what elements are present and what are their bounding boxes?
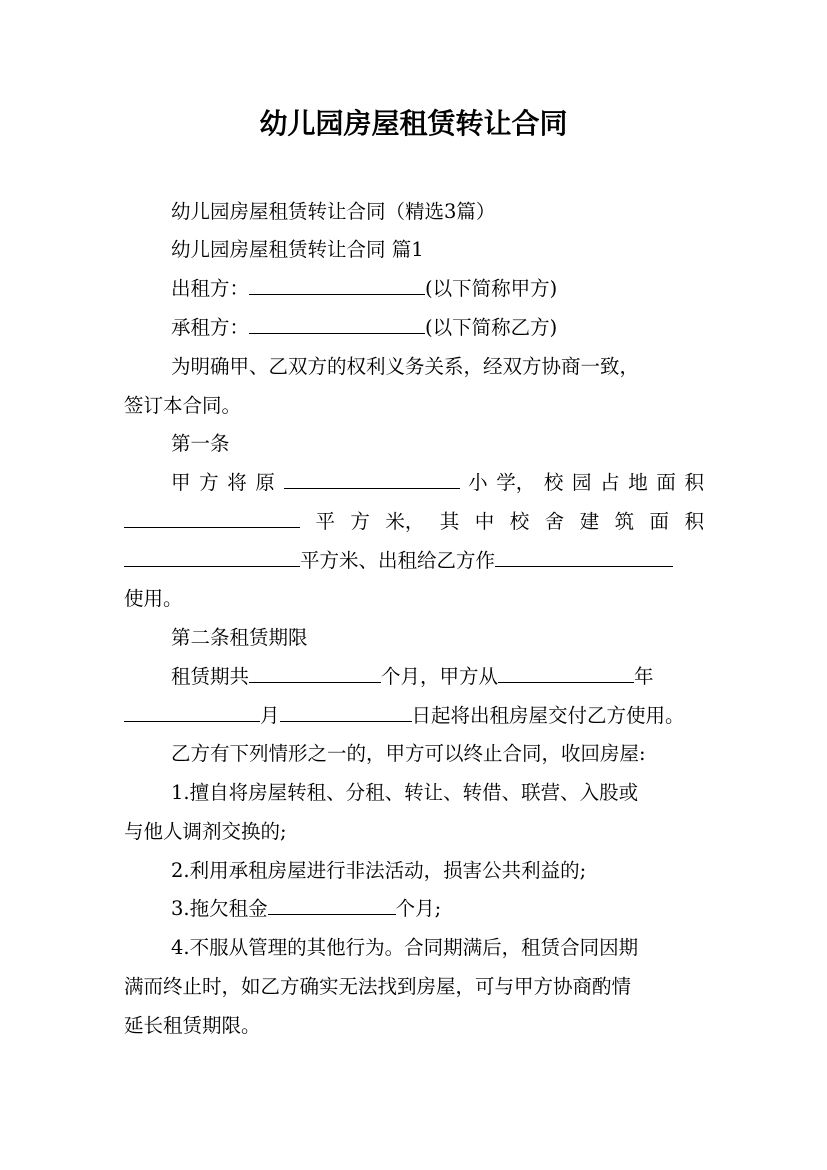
item-2: 2.利用承租房屋进行非法活动，损害公共利益的;	[171, 859, 587, 882]
article-2-line-2	[124, 697, 704, 735]
article-1-line-1	[171, 464, 704, 502]
lessor-blank	[249, 275, 425, 295]
land-area-blank	[124, 508, 300, 528]
article-1-word: 地	[628, 471, 648, 494]
school-name-blank	[284, 469, 460, 489]
article-1-word: 面	[649, 510, 670, 533]
article-2-text: 个月，甲方从	[381, 665, 499, 688]
article-1-word: 积	[684, 510, 704, 533]
start-day-blank	[280, 702, 412, 722]
article-1-word: 将	[227, 471, 247, 494]
lessor-line	[171, 270, 704, 308]
article-1-word: 小	[468, 471, 488, 494]
article-1-word: 甲	[171, 471, 191, 494]
arrears-months-blank	[268, 895, 396, 915]
article-1-word: 舍	[544, 510, 565, 533]
article-1-word: 校	[509, 510, 530, 533]
document-title: 幼儿园房屋租赁转让合同	[259, 107, 568, 140]
subtitle: 幼儿园房屋租赁转让合同（精选3篇）	[171, 200, 496, 223]
article-1-word: 其	[439, 510, 460, 533]
article-1-line-2	[124, 503, 704, 541]
article-1-line-3	[124, 542, 704, 580]
article-1-word: 积	[684, 471, 704, 494]
start-month-blank	[124, 702, 260, 722]
preamble-line-2: 签订本合同。	[124, 394, 242, 417]
article-2-line-1	[171, 658, 704, 696]
article-1-word: 占	[600, 471, 620, 494]
lessee-line	[171, 309, 704, 347]
lessee-blank	[249, 314, 425, 334]
article-1-line-4: 使用。	[124, 587, 183, 610]
lessor-label: 出租方：	[171, 277, 250, 300]
article-1-word: 方	[350, 510, 370, 533]
part-heading: 幼儿园房屋租赁转让合同 篇1	[171, 238, 424, 261]
lessee-note: (以下简称乙方)	[425, 316, 558, 339]
article-2-heading: 第二条租赁期限	[171, 626, 308, 649]
article-1-word: 原	[255, 471, 275, 494]
item-1-line-1: 1.擅自将房屋转租、分租、转让、转借、联营、入股或	[171, 781, 639, 804]
lessor-note: (以下简称甲方)	[425, 277, 558, 300]
start-year-blank	[498, 663, 634, 683]
article-1-word: 方	[199, 471, 219, 494]
article-2-text: 年	[634, 665, 654, 688]
item-4-line-3: 延长租赁期限。	[124, 1014, 261, 1037]
article-2-text: 月	[260, 704, 280, 727]
lessee-label: 承租方：	[171, 316, 250, 339]
building-area-blank	[124, 547, 300, 567]
item-3-text: 个月;	[395, 897, 442, 920]
article-1-word: 米，	[385, 510, 425, 533]
preamble-line-1: 为明确甲、乙双方的权利义务关系，经双方协商一致，	[171, 355, 640, 378]
article-1-word: 建	[579, 510, 600, 533]
item-3-text: 3.拖欠租金	[171, 897, 268, 920]
article-2-text: 日起将出租房屋交付乙方使用。	[411, 704, 685, 727]
item-4-line-1: 4.不服从管理的其他行为。合同期满后，租赁合同因期	[171, 936, 639, 959]
termination-intro: 乙方有下列情形之一的，甲方可以终止合同，收回房屋:	[171, 742, 646, 765]
lease-months-blank	[249, 663, 381, 683]
article-1-word: 面	[656, 471, 676, 494]
article-1-word: 园	[571, 471, 592, 494]
article-1-word: 学，	[496, 471, 536, 494]
article-1-text: 平方米、出租给乙方作	[300, 549, 496, 572]
item-4-line-2: 满而终止时，如乙方确实无法找到房屋，可与甲方协商酌情	[124, 975, 632, 998]
article-1-heading: 第一条	[171, 432, 230, 455]
article-1-word: 中	[474, 510, 495, 533]
item-3	[171, 890, 704, 928]
article-1-word: 筑	[614, 510, 635, 533]
article-2-text: 租赁期共	[171, 665, 250, 688]
item-1-line-2: 与他人调剂交换的;	[124, 820, 287, 843]
article-1-word: 校	[543, 471, 564, 494]
usage-blank	[495, 547, 673, 567]
article-1-word: 平	[315, 510, 335, 533]
